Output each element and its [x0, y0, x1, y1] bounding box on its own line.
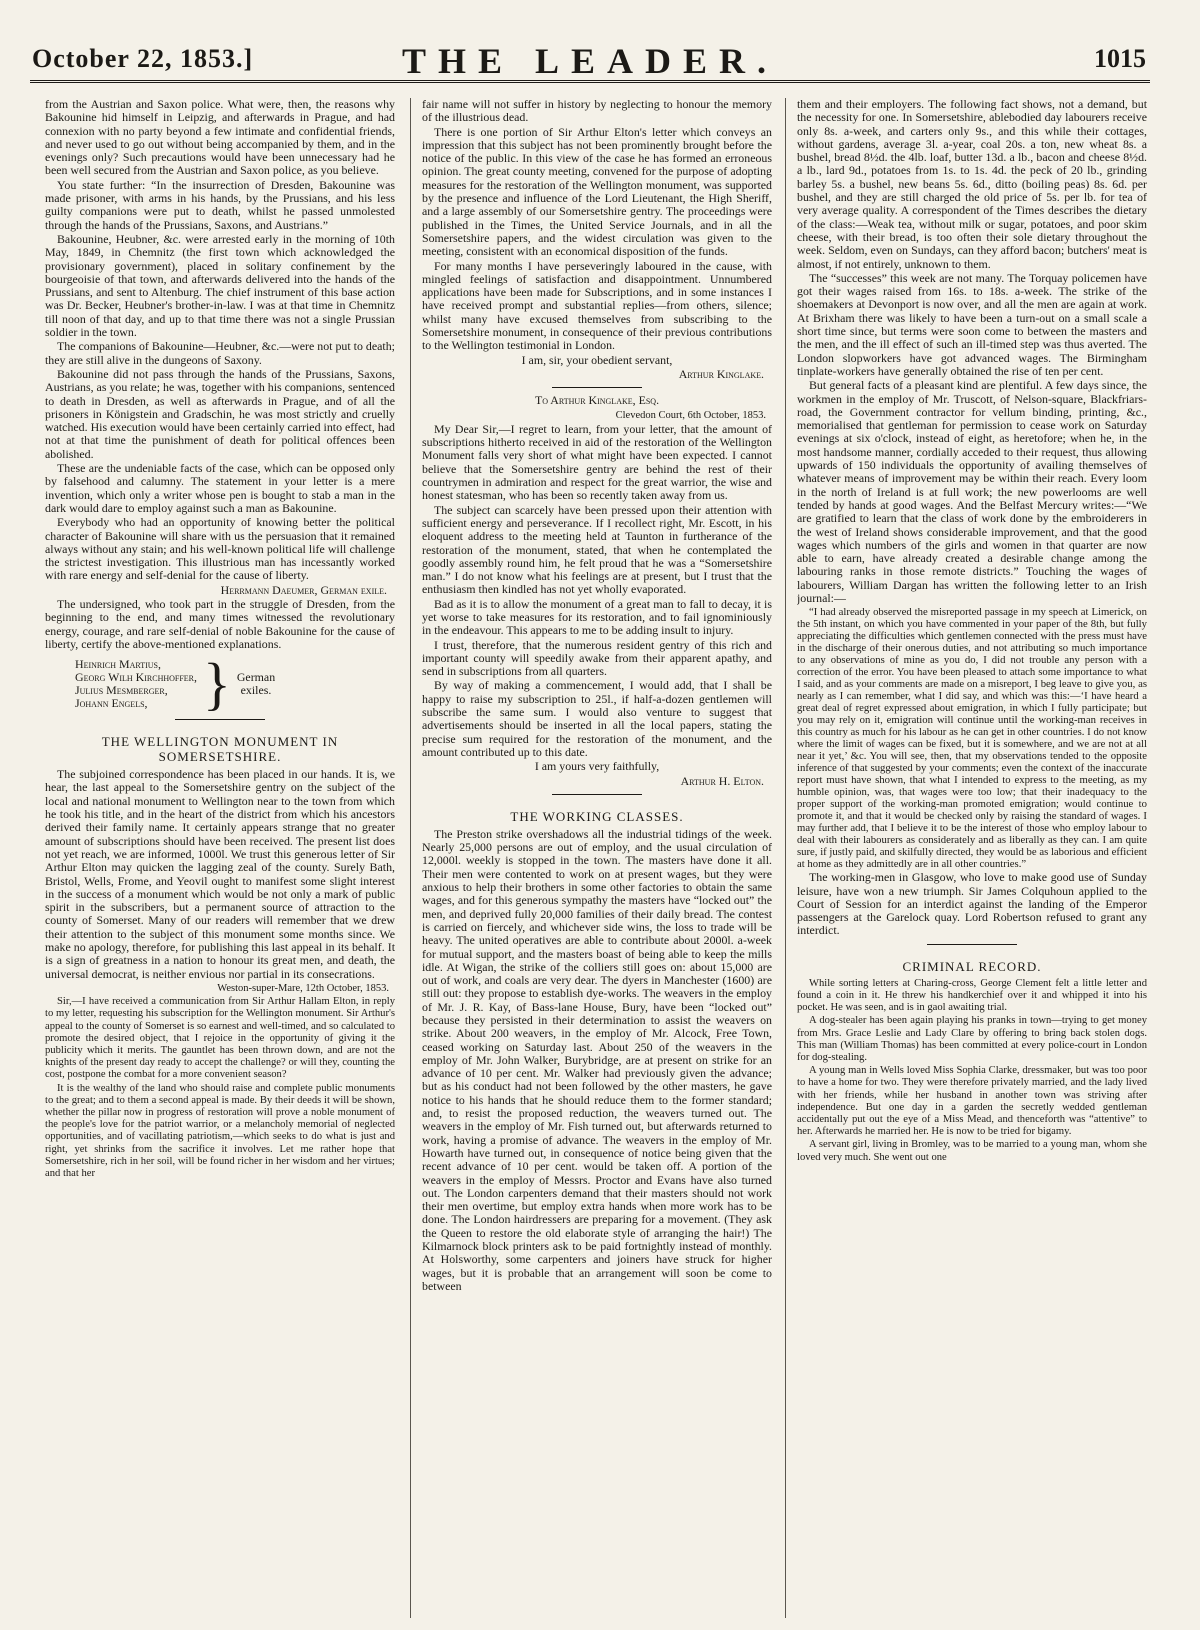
dateline: Weston-super-Mare, 12th October, 1853.: [217, 982, 389, 994]
paragraph: For many months I have perseveringly laboured in the cause, with mingled feelings of satisfaction and disappointment. Unnumbered applications have been made for Subscriptions, and in some instances I have received prompt and substantial replies—from others, silence; whilst many have excused themselves from subscribing to the Somersetshire monument, in consequence of their previous contributions to the Wellington testimonial in London.: [422, 258, 772, 353]
paragraph: The subjoined correspondence has been placed in our hands. It is, we hear, the last appeal to the Somersetshire gentry on the subject of the local and national monument to Wellington near to the town from which he took his title, and in the heart of the district from which his ancestors derived their family name. It certainly appears strange that no greater amount of subscriptions should have been received. The present list does not yet reach, we are informed, 1000l. We trust this generous letter of Sir Arthur Elton may quicken the lagging zeal of the county. Surely Bath, Bristol, Wells, Frome, and Yeovil ought to manifest some slight interest in the success of a monument which would be not only a mark of public spirit in the subscribers, but a permanent source of attraction to the county of Somerset. Many of our readers will remember that we drew their attention to the subject of this monument some months since. We make no apology, therefore, for publishing this last appeal in its behalf. It is a sign of greatness in a nation to honour its great men, and death, the universal democrat, is neither envious nor partial in its consecrations.: [45, 767, 395, 981]
masthead: [30, 30, 1150, 83]
letter-closing: I am, sir, your obedient servant,: [521, 352, 673, 367]
column-2: [422, 98, 772, 1618]
section-divider: [175, 719, 265, 720]
paragraph: The Preston strike overshadows all the industrial tidings of the week. Nearly 25,000 persons are out of employ, and the usual circulation of 12,000l. weekly is stopped in the town. The masters have done it all. Their men were contented to work on at present wages, but they were anxious to help their brothers in some other factories to obtain the same wages, and for this generous sympathy the masters have “locked out” the men, and deprived fully 20,000 families of their daily bread. The contest is carried on fiercely, and whichever side wins, the loss to trade will be heavy. The united operatives are able to contribute about 2000l. a-week for mutual support, and the masters boast of being able to keep the mills idle. At Wigan, the strike of the colliers still goes on: about 15,000 are out of work, and coals are very dear. The dyers in Manchester (1600) are still out: they propose to establish dye-works. The weavers in the employ of Mr. J. R. Kay, of Bass-lane House, Bury, have been “locked out” because they persisted in their determination to assist the weavers on strike. About 200 weavers, in the employ of Mr. Alcock, Free Town, ceased working on Saturday last. About 250 of the weavers in the employ of Mr. John Walker, Burybridge, are at present on strike for an advance of 10 per cent. Mr. Walker had previously given the advance; but as his conduct had not been followed by the other masters, he gave notice to his hands that he should reduce them to the former standard; and, to resist the proposed reduction, the weavers turned out. The weavers in the employ of Mr. Fish turned out, but afterwards returned to work, having a promise of advance. The weavers in the employ of Mr. Howarth have turned out, in consequence of notice being given that the recent advance of 10 per cent. would be taken off. A portion of the weavers in the employ of Messrs. Proctor and Evans have also turned out. The London carpenters demand that their masters should not work their men overtime, but employ extra hands when more work has to be done. The London hairdressers are preparing for a movement. (They ask the Queen to restore the old elaborate style of arranging the hair!) The Kilmarnock block printers ask to be paid fortnightly instead of monthly. At Holsworthy, some carpenters and joiners have struck for higher wages, but it is probable that an arrangement will soon be come to between: [422, 826, 772, 1293]
quoted-letter: “I had already observed the misreported passage in my speech at Limerick, on the 5th instant, on which you have commented in your paper of the 8th, but fully appreciating the difficulties which gentlemen connected with the press must have in the discharge of their onerous duties, and not attributing so much importance to any observations of mine as you do, I did not trouble any person with a correction of the error. You have been pleased to attach some importance to what I said, and as your comments are made on a misreport, I beg leave to give you, as nearly as I can remember, what I did say, and which was this:—‘I have heard a great deal of regret expressed about emigration, in which I fully participate; but you may rely on it, emigration will continue until the working-man receives in this country as much for his labour as he can get in other countries. I do not know where the limit of wages can be fixed, but it is somewhere, and we are not at all near it yet,’ &c. You will see, then, that my observations tended to the opposite inference of that suggested by your comments; even the context of the inaccurate report must have shown, that what I intended to express to the meeting, as my humble opinion, was, that wages were too low; that their inadequacy to the proper support of the working-man promoted emigration; would continue to promote it, and that it would be checked only by raising the standard of wages. I may further add, that I believe it to be the interest of those who employ labour to deal with their labourers as considerately and as liberally as they can. I am quite sure, if justly paid, and skilfully directed, they would be as laborious and efficient at home as they admittedly are in all other countries.”: [797, 606, 1147, 871]
paragraph: I trust, therefore, that the numerous resident gentry of this rich and important county will speedily awake from their apparent apathy, and send in subscriptions from all quarters.: [422, 637, 772, 679]
letter-addressee: To Arthur Kinglake, Esq.: [534, 393, 660, 408]
section-divider: [927, 944, 1017, 945]
section-divider: [552, 794, 642, 795]
signer-name: Johann Engels,: [75, 696, 148, 711]
paragraph: fair name will not suffer in history by neglecting to honour the memory of the illustrious dead.: [422, 98, 772, 125]
paragraph: There is one portion of Sir Arthur Elton's letter which conveys an impression that this subject has not been prominently brought before the notice of the public. In this view of the case he has formed an erroneous opinion. The great county meeting, convened for the purpose of adopting measures for the restoration of the Wellington monument, was supported by the presence and influence of the Lord Lieutenant, the High Sheriff, and a large assembly of our Somersetshire gentry. The proceedings were published in the Times, the United Service Journals, and in all the Somersetshire papers, and the widest circulation was given to the meeting, consistent with an economical disposition of the funds.: [422, 124, 772, 259]
signer-name: Julius Mesmberger,: [75, 683, 168, 698]
signature: Arthur Kinglake.: [678, 366, 764, 381]
paragraph: The working-men in Glasgow, who love to make good use of Sunday leisure, have won a new triumph. Sir James Colquhoun applied to the Court of Session for an interdict against the landing of the Emperor passengers at the Garelock quay. Lord Robertson refused to grant any interdict.: [797, 870, 1147, 938]
signers-note-line: exiles.: [240, 683, 272, 698]
column-rule: [785, 98, 786, 1618]
column-1: [45, 98, 395, 1618]
signers-block: [75, 651, 395, 717]
paragraph: A young man in Wells loved Miss Sophia Clarke, dressmaker, but was too poor to have a home for two. They were therefore privately married, and the lady lived with her friends, while her husband in another town was striving after independence. But one day in a garden the secretly wedded gentleman accidentally put out the eye of a Miss Mead, and thenceforth was “attentive” to her. Afterwards he married her. He is now to be tried for bigamy.: [797, 1065, 1147, 1138]
paragraph: The “successes” this week are not many. The Torquay policemen have got their wages raised from 16s. to 18s. a-week. The strike of the shoemakers at Devonport is now over, and all the men are again at work. At Brixham there was likely to have been a turn-out on a small scale a short time since, but terms were soon come to between the masters and the men, and the ill effect of such an ill-timed step was thus averted. The London slopworkers have got advanced wages. The Birmingham tinplate-workers have generally obtained the rise of ten per cent.: [797, 270, 1147, 378]
paragraph: The undersigned, who took part in the struggle of Dresden, from the beginning to the end, and many times witnessed the revolutionary energy, courage, and rare self-denial of noble Bakounine for the cause of liberty, certify the above-mentioned explanations.: [45, 596, 395, 651]
section-divider: [552, 387, 642, 388]
paragraph: My Dear Sir,—I regret to learn, from your letter, that the amount of subscriptions hitherto received in aid of the restoration of the Wellington Monument falls very short of what might have been expected. I cannot believe that the Somersetshire gentry are behind the rest of their countrymen in admiration and respect for the great warrior, the wise and honest statesman, who has been so recently taken away from us.: [422, 421, 772, 503]
paragraph: Bad as it is to allow the monument of a great man to fall to decay, it is yet worse to take measures for its restoration, and to fail ignominiously in the endeavour. This appears to me to be adding insult to injury.: [422, 596, 772, 638]
dateline: Clevedon Court, 6th October, 1853.: [615, 409, 766, 421]
paragraph: The subject can scarcely have been pressed upon their attention with sufficient energy and perseverance. If I recollect right, Mr. Escott, in his eloquent address to the meeting held at Taunton in furtherance of the restoration of the monument, stated, that when he contemplated the goodly assembly round him, he felt proud that he was a “Somersetshire man.” I do not know what his feelings are at present, but I trust that the enthusiasm then kindled has not yet wholly evaporated.: [422, 502, 772, 597]
signature: Arthur H. Elton.: [680, 773, 764, 788]
paragraph: Bakounine did not pass through the hands of the Prussians, Saxons, Austrians, as you relate; he was, together with his companions, sentenced to death in Dresden, as well as afterwards in Prague, and of all the prisoners in Königstein and Gradschin, he was most strictly and cruelly watched. His execution would have been certainly carried into effect, had not at that time the punishment of death for political offences been abolished.: [45, 366, 395, 461]
paragraph: It is the wealthy of the land who should raise and complete public monuments to the great; and to them a second appeal is made. By their deeds it will be shown, whether the pillar now in progress of restoration will prove a noble monument of the people's love for the patriot warrior, or a melancholy memorial of neglected opportunities, and of vacillating patriotism,—which seeks to do what is just and right, yet shrinks from the sacrifice it involves. Let me rather hope that Somersetshire, rich in her soil, will be found richer in her wisdom and her virtues; and that her: [45, 1082, 395, 1180]
issue-date: October 22, 1853.]: [32, 44, 254, 73]
paragraph: Everybody who had an opportunity of knowing better the political character of Bakounine will share with us the persuasion that it remained always without any stain; and his well-known political life will challenge the strictest investigation. This illustrious man has incessantly worked with rare energy and self-denial for the cause of liberty.: [45, 515, 395, 583]
column-rule: [410, 98, 411, 1618]
paragraph: You state further: “In the insurrection of Dresden, Bakounine was made prisoner, with arms in his hands, by the Prussians, and his less guilty companions were put to death, whilst he passed unmolested through the hands of the Prussians, Saxons, and Austrians.”: [45, 177, 395, 232]
page-number: 1015: [1094, 44, 1146, 73]
paragraph: But general facts of a pleasant kind are plentiful. A few days since, the workmen in the employ of Mr. Truscott, of Nelson-square, Blackfriars-road, the Government contractor for vellum binding, printing, &c., memorialised that gentleman for permission to cease work on Saturday evenings at six o'clock, instead of eight, as heretofore; when he, in the most handsome manner, cordially acceded to their request, thus allowing upwards of 150 individuals the opportunity of availing themselves of whatever means of improvement may be within their reach. Every loom in the north of Ireland is at full work; the new powerlooms are well tended by hands at good wages. And the Belfast Mercury writes:—“We are gratified to learn that the class of work done by the embroiderers in the west of Ireland shows considerable improvement, and that the good wages which numbers of the girls and women in that quarter are now able to earn, have already created a desirable change among the labouring ranks in those remote districts.” Touching the wages of labourers, William Dargan has written the following letter to an Irish journal:—: [797, 378, 1147, 605]
signature: Herrmann Daeumer, German exile.: [220, 582, 387, 597]
section-heading: THE WELLINGTON MONUMENT IN SOMERSETSHIRE.: [101, 734, 339, 765]
paragraph: Bakounine, Heubner, &c. were arrested early in the morning of 10th May, 1849, in Chemnitz (the first town which acknowledged the provisionary government), placed in solitary confinement by the bourgeoisie of that town, and afterwards delivered into the hands of the Prussians, and sent to Altenburg. The chief instrument of this base action was Dr. Becker, Heubner's brother-in-law. I was at that time in Chemnitz till noon of that day, and up to that time there was not a single Prussian soldier in the town.: [45, 231, 395, 340]
paragraph: While sorting letters at Charing-cross, George Clement felt a little letter and found a coin in it. He threw his handkerchief over it and whipped it into his pocket. He was seen, and is in gaol awaiting trial.: [797, 977, 1147, 1014]
signers-note-line: German: [236, 669, 276, 684]
paragraph: Sir,—I have received a communication from Sir Arthur Hallam Elton, in reply to my letter, requesting his subscription for the Wellington monument. Sir Arthur's appeal to the county of Somerset is so earnest and well-timed, and so calculated to promote the desired object, that I rejoice in the opportunity of giving it the publicity which it merits. The gauntlet has been thrown down, and are not the knights of the present day ready to accept the challenge? or will they, counting the cost, postpone the combat for a more convenient season?: [45, 996, 395, 1081]
brace-glyph: }: [203, 651, 231, 717]
newspaper-title: THE LEADER.: [401, 41, 779, 81]
column-3: [797, 98, 1147, 1618]
paragraph: from the Austrian and Saxon police. What were, then, the reasons why Bakounine hid himself in Leipzig, and afterwards in Prague, and had connexion with no party beyond a few intimate and confidential friends, and never used to go out without being accompanied by them, and in the evenings only? Such precautions would have been unnecessary had he been well secured from the Austrian and Saxon police, as you believe.: [45, 98, 395, 178]
signer-name: Heinrich Martius,: [75, 656, 161, 671]
paragraph: These are the undeniable facts of the case, which can be opposed only by falsehood and calumny. The statement in your letter is a mere invention, which only a writer whose pen is bought to stab a man in the dark would dare to employ against such a man as Bakounine.: [45, 461, 395, 515]
signer-name: Georg Wilh Kirchhoffer,: [75, 669, 197, 684]
paragraph: A servant girl, living in Bromley, was to be married to a young man, whom she loved very much. She went out one: [797, 1139, 1147, 1163]
paragraph: By way of making a commencement, I would add, that I shall be happy to raise my subscription to 25l., if half-a-dozen gentlemen will subscribe the same sum. I would also venture to suggest that advertisements should be inserted in all the local papers, stating the precise sum required for the restoration of the monument, and the amount contributed up to this date.: [422, 678, 772, 759]
signers-list: [75, 658, 197, 711]
paragraph: The companions of Bakounine—Heubner, &c.—were not put to death; they are still alive in the dungeons of Saxony.: [45, 339, 395, 367]
letter-closing: I am yours very faithfully,: [534, 759, 660, 774]
section-heading: CRIMINAL RECORD.: [902, 958, 1042, 974]
paragraph: them and their employers. The following fact shows, not a demand, but the necessity for one. In Somersetshire, ablebodied day labourers receive only 8s. a-week, and carters only 9s., and this while their cottages, without gardens, average 3l. a-year, coal 20s. a ton, new wheat 8s. a bushel, bread 8½d. the 4lb. loaf, butter 13d. a lb., bacon and cheese 8½d. a lb., lard 9d., potatoes from 1s. to 1s. 4d. the peck of 20 lb., grinding barley 5s. a bushel, new beans 5s. 6d., ditto (boiling peas) 8s. 6d. per bushel, and they are still charged the old price of 5s. per lb. for tea of very average quality. A correspondent of the Times describes the dietary of the class:—Weak tea, without milk or sugar, potatoes, and poor skim cheese, with their bread, is too often their sole dietary throughout the week. Seldom, even on Sundays, can they afford bacon; butchers' meat is almost, if not entirely, unknown to them.: [797, 98, 1147, 271]
signers-note: [237, 671, 275, 698]
paragraph: A dog-stealer has been again playing his pranks in town—trying to get money from Mrs. Grace Leslie and Lady Clare by offering to bring back stolen dogs. This man (William Thomas) has been committed at every police-court in London for dog-stealing.: [797, 1015, 1147, 1063]
section-heading: THE WORKING CLASSES.: [510, 808, 684, 824]
